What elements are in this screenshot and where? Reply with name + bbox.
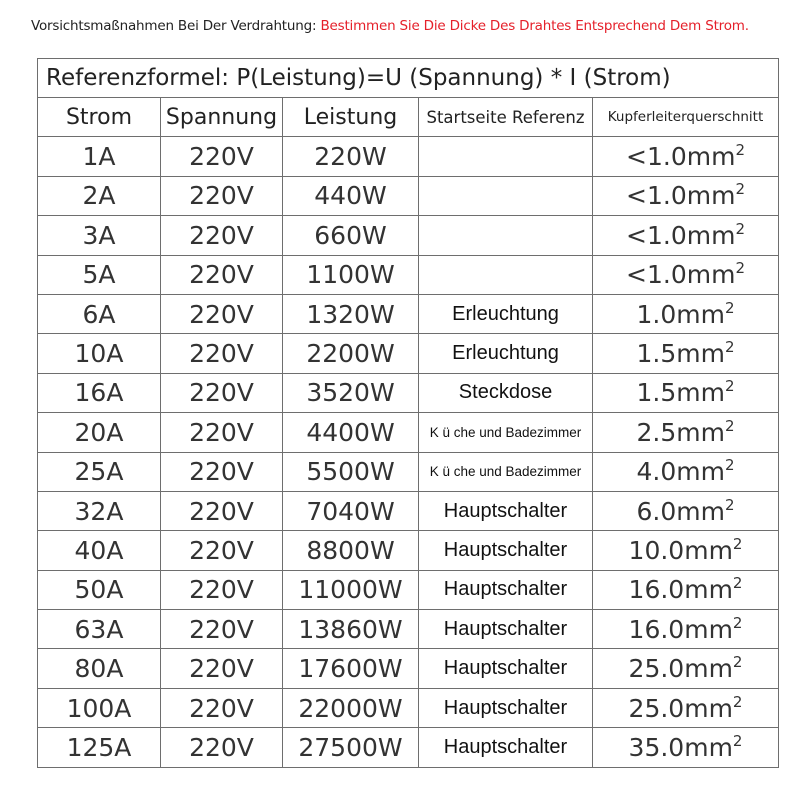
cell-referenz: [419, 255, 593, 294]
table-row: [38, 137, 779, 176]
cell-referenz: Hauptschalter: [419, 728, 593, 767]
cell-strom: 40A: [38, 531, 161, 570]
querschnitt-exponent: 2: [735, 180, 745, 199]
cell-querschnitt: [593, 255, 779, 294]
querschnitt-exponent: 2: [735, 219, 745, 238]
cell-strom: 10A: [38, 334, 161, 373]
cell-leistung: 440W: [283, 176, 419, 215]
cell-strom: 5A: [38, 255, 161, 294]
wiring-notice: [31, 18, 791, 34]
cell-spannung: 220V: [161, 570, 283, 609]
cell-spannung: 220V: [161, 649, 283, 688]
cell-querschnitt: [593, 531, 779, 570]
cell-querschnitt: [593, 728, 779, 767]
cell-spannung: 220V: [161, 452, 283, 491]
header-strom: Strom: [38, 98, 161, 137]
cell-querschnitt: [593, 452, 779, 491]
table-row: [38, 176, 779, 215]
cell-leistung: 17600W: [283, 649, 419, 688]
cell-leistung: 13860W: [283, 610, 419, 649]
cell-querschnitt: [593, 294, 779, 333]
cell-strom: 50A: [38, 570, 161, 609]
cell-leistung: 5500W: [283, 452, 419, 491]
querschnitt-exponent: 2: [732, 692, 743, 711]
cell-querschnitt: [593, 570, 779, 609]
cell-querschnitt: [593, 413, 779, 452]
cell-leistung: 2200W: [283, 334, 419, 373]
cell-spannung: 220V: [161, 688, 283, 727]
cell-strom: 125A: [38, 728, 161, 767]
table-row: [38, 373, 779, 412]
cell-spannung: 220V: [161, 294, 283, 333]
cell-querschnitt: [593, 649, 779, 688]
querschnitt-value: <1.0mm: [626, 181, 736, 211]
cell-spannung: 220V: [161, 728, 283, 767]
querschnitt-value: 4.0mm: [636, 457, 725, 487]
cell-leistung: 8800W: [283, 531, 419, 570]
querschnitt-value: <1.0mm: [626, 220, 736, 250]
querschnitt-exponent: 2: [724, 377, 735, 396]
cell-referenz: K ü che und Badezimmer: [419, 413, 593, 452]
table-row: [38, 570, 779, 609]
querschnitt-value: 2.5mm: [636, 417, 725, 447]
cell-spannung: 220V: [161, 373, 283, 412]
table-row: [38, 216, 779, 255]
cell-querschnitt: [593, 373, 779, 412]
cell-referenz: Erleuchtung: [419, 334, 593, 373]
cell-spannung: 220V: [161, 610, 283, 649]
cell-referenz: [419, 137, 593, 176]
querschnitt-value: 16.0mm: [628, 614, 733, 644]
cell-referenz: [419, 216, 593, 255]
cell-leistung: 220W: [283, 137, 419, 176]
notice-warning: Bestimmen Sie Die Dicke Des Drahtes Entsprechend Dem Strom.: [320, 18, 749, 34]
querschnitt-exponent: 2: [735, 259, 745, 278]
formula-row: [38, 59, 779, 98]
querschnitt-value: 6.0mm: [636, 496, 725, 526]
cell-strom: 3A: [38, 216, 161, 255]
table-row: [38, 531, 779, 570]
querschnitt-value: 35.0mm: [628, 732, 733, 762]
cell-referenz: Hauptschalter: [419, 688, 593, 727]
cell-referenz: Hauptschalter: [419, 570, 593, 609]
querschnitt-exponent: 2: [724, 456, 735, 475]
cell-spannung: 220V: [161, 216, 283, 255]
cell-leistung: 4400W: [283, 413, 419, 452]
querschnitt-exponent: 2: [732, 534, 743, 553]
table-row: [38, 649, 779, 688]
cell-referenz: Steckdose: [419, 373, 593, 412]
notice-prefix: Vorsichtsmaßnahmen Bei Der Verdrahtung:: [31, 18, 321, 34]
table-row: [38, 255, 779, 294]
table-row: [38, 728, 779, 767]
cell-spannung: 220V: [161, 413, 283, 452]
querschnitt-exponent: 2: [732, 731, 743, 750]
cell-referenz: K ü che und Badezimmer: [419, 452, 593, 491]
cell-spannung: 220V: [161, 255, 283, 294]
querschnitt-exponent: 2: [732, 613, 743, 632]
cell-spannung: 220V: [161, 334, 283, 373]
cell-referenz: Hauptschalter: [419, 531, 593, 570]
cell-querschnitt: [593, 610, 779, 649]
cell-querschnitt: [593, 334, 779, 373]
querschnitt-value: 25.0mm: [628, 654, 733, 684]
cell-leistung: 22000W: [283, 688, 419, 727]
querschnitt-exponent: 2: [724, 416, 735, 435]
cell-strom: 20A: [38, 413, 161, 452]
table-body: [38, 137, 779, 767]
querschnitt-exponent: 2: [724, 298, 735, 317]
wire-reference-table: [37, 58, 779, 768]
cell-referenz: Hauptschalter: [419, 491, 593, 530]
cell-spannung: 220V: [161, 491, 283, 530]
querschnitt-exponent: 2: [724, 495, 735, 514]
cell-querschnitt: [593, 216, 779, 255]
cell-leistung: 3520W: [283, 373, 419, 412]
cell-referenz: Hauptschalter: [419, 610, 593, 649]
table-row: [38, 294, 779, 333]
cell-strom: 100A: [38, 688, 161, 727]
table-row: [38, 452, 779, 491]
querschnitt-value: 1.0mm: [636, 299, 725, 329]
header-spannung: Spannung: [161, 98, 283, 137]
cell-strom: 1A: [38, 137, 161, 176]
table-row: [38, 610, 779, 649]
cell-strom: 6A: [38, 294, 161, 333]
cell-strom: 25A: [38, 452, 161, 491]
table-row: [38, 491, 779, 530]
querschnitt-exponent: 2: [732, 653, 743, 672]
cell-querschnitt: [593, 176, 779, 215]
querschnitt-exponent: 2: [732, 574, 743, 593]
cell-querschnitt: [593, 137, 779, 176]
cell-referenz: Erleuchtung: [419, 294, 593, 333]
cell-querschnitt: [593, 491, 779, 530]
table-row: [38, 334, 779, 373]
querschnitt-value: <1.0mm: [626, 142, 736, 172]
cell-leistung: 7040W: [283, 491, 419, 530]
table-row: [38, 413, 779, 452]
header-leistung: Leistung: [283, 98, 419, 137]
cell-strom: 80A: [38, 649, 161, 688]
cell-querschnitt: [593, 688, 779, 727]
cell-leistung: 660W: [283, 216, 419, 255]
header-querschnitt: Kupferleiterquerschnitt: [593, 98, 779, 137]
cell-leistung: 1320W: [283, 294, 419, 333]
cell-leistung: 11000W: [283, 570, 419, 609]
header-row: [38, 98, 779, 137]
table-row: [38, 688, 779, 727]
cell-referenz: [419, 176, 593, 215]
cell-referenz: Hauptschalter: [419, 649, 593, 688]
cell-leistung: 27500W: [283, 728, 419, 767]
cell-strom: 2A: [38, 176, 161, 215]
querschnitt-value: 25.0mm: [628, 693, 733, 723]
formula-title: Referenzformel: P(Leistung)=U (Spannung) * I (Strom): [38, 59, 779, 98]
querschnitt-value: 1.5mm: [636, 378, 725, 408]
querschnitt-value: 16.0mm: [628, 575, 733, 605]
querschnitt-value: 10.0mm: [628, 535, 733, 565]
querschnitt-exponent: 2: [735, 141, 745, 160]
cell-strom: 16A: [38, 373, 161, 412]
cell-spannung: 220V: [161, 531, 283, 570]
cell-strom: 63A: [38, 610, 161, 649]
cell-strom: 32A: [38, 491, 161, 530]
cell-leistung: 1100W: [283, 255, 419, 294]
cell-spannung: 220V: [161, 176, 283, 215]
querschnitt-value: <1.0mm: [626, 260, 736, 290]
header-referenz: Startseite Referenz: [419, 98, 593, 137]
cell-spannung: 220V: [161, 137, 283, 176]
querschnitt-value: 1.5mm: [636, 339, 725, 369]
querschnitt-exponent: 2: [724, 338, 735, 357]
